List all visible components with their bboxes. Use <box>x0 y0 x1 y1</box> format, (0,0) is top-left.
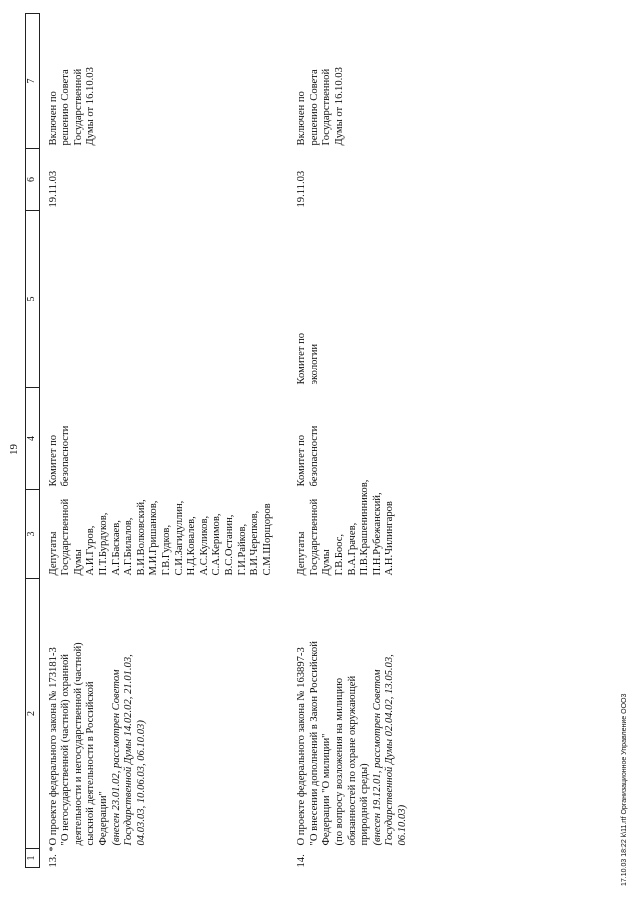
text-line: природной среды) <box>359 763 371 846</box>
text-line: М.И.Гришанков, <box>148 500 160 576</box>
text-line: Государственной <box>60 498 72 576</box>
text-line: А.Г.Билалов, <box>123 517 135 576</box>
text-line: П.В.Крашенинников, <box>359 479 371 576</box>
item-number: 14. <box>296 854 308 868</box>
text-line: Государственной Думы 02.04.02, 13.05.03, <box>384 654 396 846</box>
co-committee-cell <box>39 211 292 388</box>
text-line: деятельности и негосударственной (частной) <box>72 642 84 846</box>
text-line: решению Совета <box>308 69 320 146</box>
text-line: О проекте федерального закона № 163897-3 <box>296 647 308 846</box>
column-header: 7 <box>26 14 40 149</box>
text-line: Государственной Думы 14.02.02, 21.01.03, <box>123 654 135 846</box>
text-line: С.И.Загидуллин, <box>173 500 185 576</box>
text-line: Включен по <box>296 91 308 146</box>
text-line: Депутаты <box>296 531 308 576</box>
text-line: Комитет по <box>296 332 308 385</box>
text-line: "О внесении дополнений в Закон Российской <box>308 641 320 846</box>
date-cell: 19.11.03 <box>296 170 308 208</box>
text-line: А.Г.Баскаев, <box>110 520 122 576</box>
text-line: П.Н.Рубежанский, <box>371 492 383 576</box>
text-line: Комитет по <box>296 434 308 487</box>
column-header: 4 <box>26 388 40 490</box>
text-line: (внесен 19.12.01, рассмотрен Советом <box>371 669 383 846</box>
agenda-table <box>25 13 428 868</box>
text-line: В.И.Волковский, <box>135 499 147 576</box>
text-line: обязанностей по охране окружающей <box>346 675 358 846</box>
text-line: Н.Д.Ковалев, <box>186 516 198 576</box>
text-line: П.Т.Бурдуков, <box>97 512 109 576</box>
text-line: Федерации "О милиции" <box>321 733 333 846</box>
text-line: Думы <box>321 549 333 576</box>
bill-title-cell <box>292 579 427 849</box>
note-cell <box>292 14 427 149</box>
text-line: Государственной <box>308 498 320 576</box>
date-cell: 19.11.03 <box>47 170 59 208</box>
text-line: А.Н.Чилингаров <box>384 501 396 576</box>
text-line: Государственной <box>72 68 84 146</box>
text-line: С.М.Шорщоров <box>261 503 273 576</box>
committee-cell <box>39 388 292 490</box>
header-row <box>26 14 40 868</box>
table-row <box>39 14 292 868</box>
text-line: решению Совета <box>60 69 72 146</box>
item-number: 13. * <box>47 846 59 868</box>
text-line: Думы <box>72 549 84 576</box>
text-line: безопасности <box>308 425 320 487</box>
authors-cell <box>39 490 292 579</box>
text-line: А.И.Гуров, <box>85 525 97 576</box>
text-line: (по вопросу возложения на милицию <box>334 678 346 846</box>
text-line: О проекте федерального закона № 173181-3 <box>47 647 59 846</box>
text-line: В.С.Останин, <box>223 514 235 576</box>
bill-title-cell <box>39 579 292 849</box>
page-number: 19 <box>8 444 20 455</box>
co-committee-cell <box>292 211 427 388</box>
text-line: 04.03.03, 10.06.03, 06.10.03) <box>135 720 147 846</box>
text-line: В.А.Грачев, <box>346 522 358 576</box>
text-line: А.С.Куликов, <box>198 515 210 576</box>
column-header: 6 <box>26 149 40 211</box>
text-line: экологии <box>308 343 320 385</box>
footer-filename: 17.10.03 18:22 k\11.rtf Организационное Управление ООО3 <box>621 693 628 886</box>
note-cell <box>39 14 292 149</box>
text-line: Думы от 16.10.03 <box>85 67 97 146</box>
column-header: 3 <box>26 490 40 579</box>
column-header: 2 <box>26 579 40 849</box>
text-line: Депутаты <box>47 531 59 576</box>
text-line: сыскной деятельности в Российской <box>85 681 97 846</box>
text-line: С.А.Керимов, <box>211 513 223 576</box>
column-header: 1 <box>26 849 40 868</box>
text-line: "О негосударственной (частной) охранной <box>60 654 72 846</box>
column-header: 5 <box>26 211 40 388</box>
text-line: Государственной <box>321 68 333 146</box>
text-line: В.И.Черепков, <box>249 510 261 576</box>
text-line: Г.В.Боос, <box>334 533 346 576</box>
table-row <box>292 14 427 868</box>
text-line: Г.В.Гудков, <box>160 524 172 576</box>
text-line: Думы от 16.10.03 <box>334 67 346 146</box>
text-line: Включен по <box>47 91 59 146</box>
text-line: безопасности <box>60 425 72 487</box>
text-line: Г.И.Райков, <box>236 523 248 576</box>
text-line: 06.10.03) <box>397 804 409 846</box>
text-line: (внесен 23.01.02, рассмотрен Советом <box>110 669 122 846</box>
text-line: Федерации" <box>97 791 109 846</box>
authors-cell <box>292 479 427 579</box>
committee-cell <box>292 388 427 490</box>
text-line: Комитет по <box>47 434 59 487</box>
